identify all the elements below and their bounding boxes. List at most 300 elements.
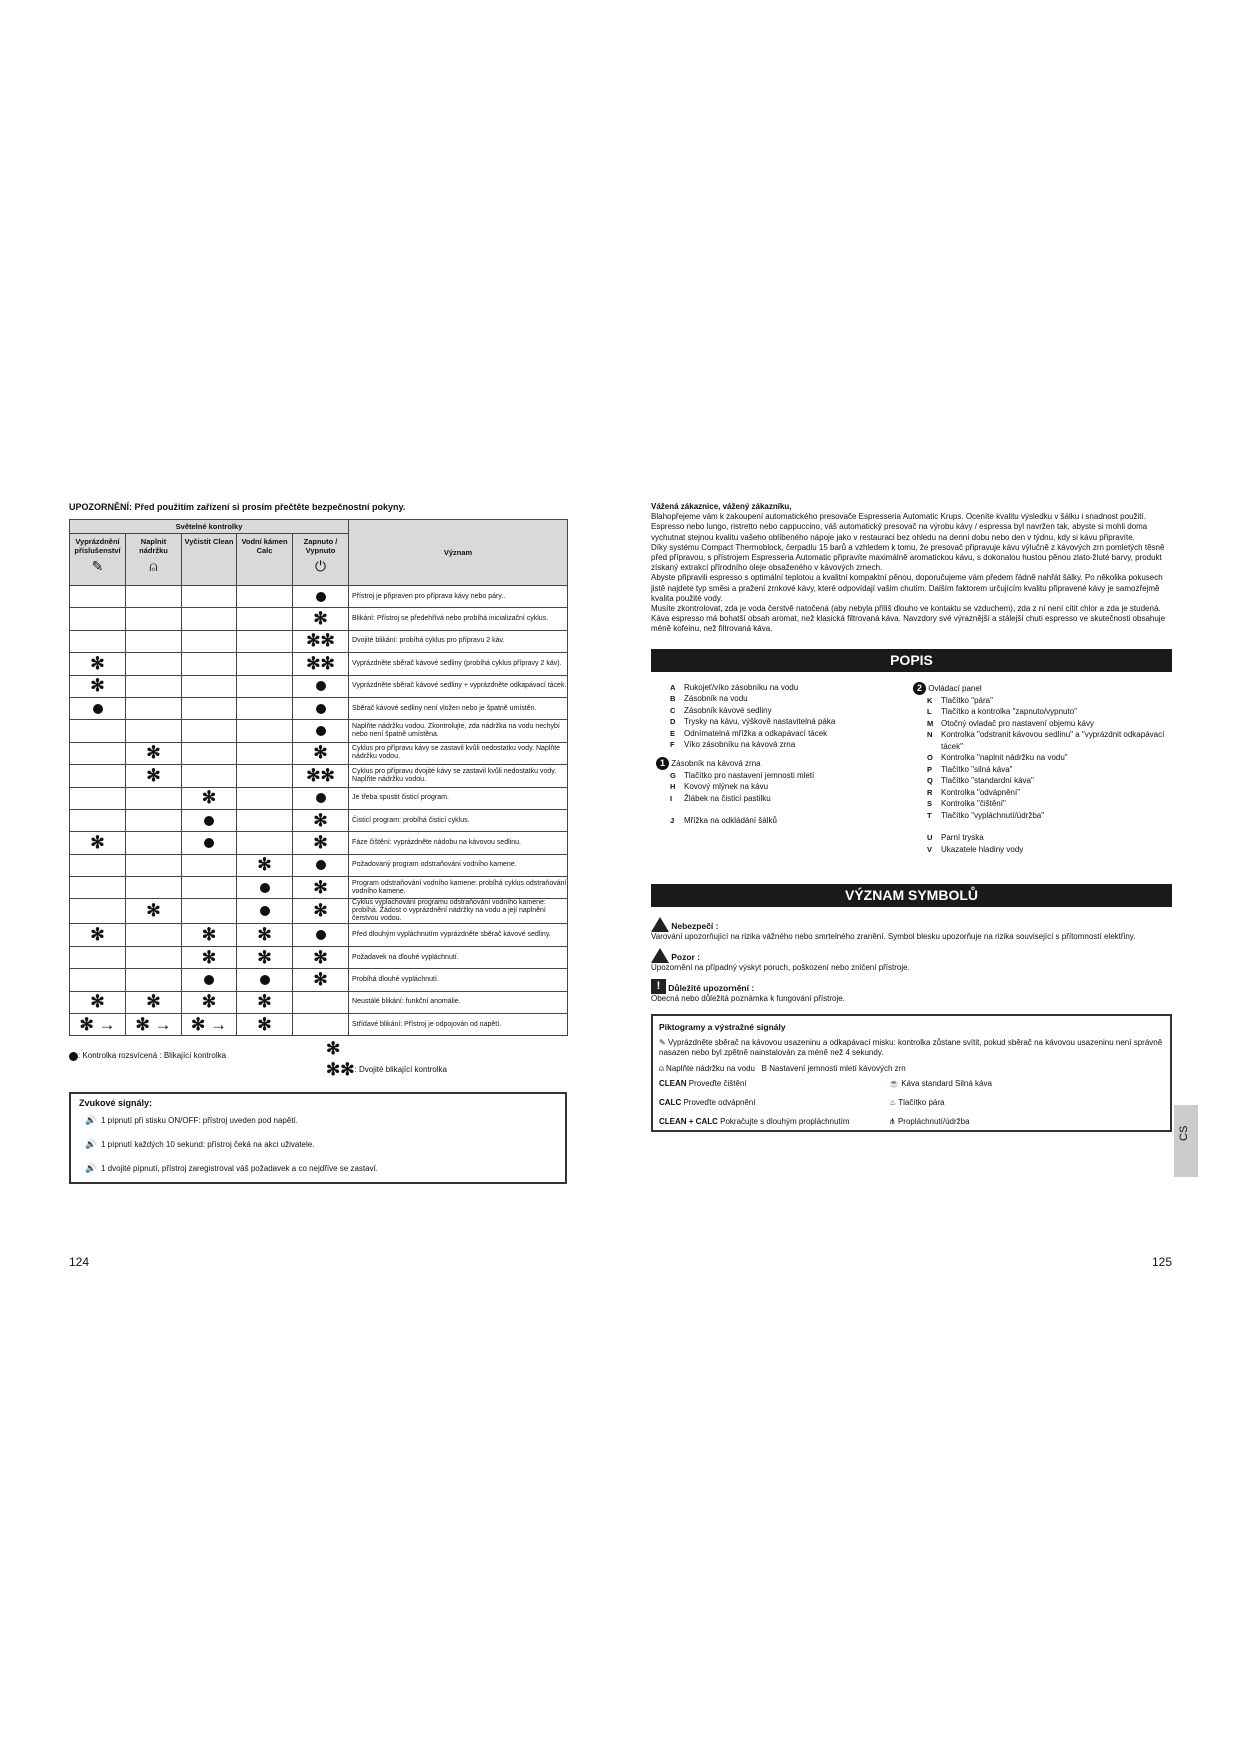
indicator-cell bbox=[126, 854, 182, 876]
picto-cc-text: Pokračujte s dlouhým propláchnutím bbox=[720, 1116, 850, 1126]
indicator-cell bbox=[126, 586, 182, 608]
indicator-cell bbox=[237, 899, 293, 924]
indicator-cell bbox=[182, 720, 237, 742]
indicator-cell bbox=[126, 832, 182, 854]
item-label: Víko zásobníku na kávová zrna bbox=[684, 740, 796, 750]
indicator-cell bbox=[237, 742, 293, 764]
meaning-cell: Vyprázdněte sběrač kávové sedliny + vyprázdněte odkapávací tácek. bbox=[349, 675, 568, 697]
symbols-heading: VÝZNAM SYMBOLŮ bbox=[651, 884, 1172, 907]
item-label: Tlačítko "standardní káva" bbox=[941, 776, 1034, 786]
picto-rinse: Propláchnutí/údržba bbox=[897, 1116, 970, 1126]
double-blink-icon: ✻✻ bbox=[306, 765, 335, 785]
indicator-cell bbox=[293, 675, 349, 697]
header-col-4 bbox=[293, 534, 349, 586]
item-key: U bbox=[927, 833, 933, 843]
indicator-cell bbox=[182, 586, 237, 608]
water-tank-icon: ⍝ bbox=[149, 558, 158, 574]
blink-star-icon: ✻ bbox=[257, 992, 272, 1012]
indicator-cell bbox=[182, 653, 237, 675]
indicator-cell bbox=[293, 586, 349, 608]
indicator-cell bbox=[293, 809, 349, 831]
indicator-cell bbox=[70, 608, 126, 630]
list-item bbox=[927, 775, 1172, 787]
intro-p: Káva espresso má bohatší obsah aromat, než klasická filtrovaná káva. Navzdory své výraznější a stálejší chuti espresso ve skutečnosti obsahuje méně kofeinu, než filtrovaná káva. bbox=[651, 614, 1166, 634]
picto-steam: Tlačítko pára bbox=[898, 1097, 945, 1107]
list-item bbox=[927, 695, 1172, 707]
danger-triangle-icon bbox=[651, 917, 669, 932]
table-row bbox=[70, 991, 568, 1013]
indicator-cell bbox=[182, 1014, 237, 1036]
picto-fill: Naplňte nádržku na vodu bbox=[666, 1063, 755, 1073]
list-item bbox=[927, 706, 1172, 718]
list-item bbox=[670, 705, 930, 717]
indicator-cell bbox=[70, 899, 126, 924]
blink-star-icon: ✻ bbox=[313, 810, 328, 830]
indicator-cell bbox=[126, 720, 182, 742]
indicator-cell bbox=[182, 787, 237, 809]
item-label: Odnímatelná mřížka a odkapávací tácek bbox=[684, 728, 828, 738]
list-item bbox=[670, 815, 930, 827]
item-label: Kontrolka "naplnit nádržku na vodu" bbox=[941, 753, 1068, 763]
indicator-cell bbox=[237, 991, 293, 1013]
indicator-cell bbox=[293, 720, 349, 742]
indicator-cell bbox=[70, 924, 126, 946]
lit-dot-icon bbox=[316, 860, 326, 870]
item-key: F bbox=[670, 740, 675, 750]
meaning-cell: Vyprázdněte sběrač kávové sedliny (probíhá cyklus přípravy 2 káv). bbox=[349, 653, 568, 675]
indicator-cell bbox=[237, 765, 293, 787]
indicator-cell bbox=[237, 832, 293, 854]
blink-star-icon: ✻ bbox=[257, 1014, 272, 1034]
meaning-cell: Cyklus pro přípravu dvojité kávy se zastavil kvůli nedostatku vody. Naplňte nádržku vodou. bbox=[349, 765, 568, 787]
indicator-cell bbox=[182, 608, 237, 630]
indicator-cell bbox=[293, 991, 349, 1013]
table-row bbox=[70, 742, 568, 764]
greeting: Vážená zákaznice, vážený zákazníku, bbox=[651, 502, 792, 511]
item-key: Q bbox=[927, 776, 933, 786]
indicator-cell bbox=[293, 899, 349, 924]
list-item bbox=[670, 728, 930, 740]
picto-text: Vyprázdněte sběrač na kávovou usazeninu a odkapávací misku: kontrolka zůstane svítit, pokud sběrač na kávovou usazeninu není správně nasazen nebo byl zpětně nainstalován za méně než 4 sekundy. bbox=[659, 1037, 1163, 1057]
list-item bbox=[927, 729, 1172, 752]
meaning-cell: Před dlouhým vypláchnutím vyprázdněte sběrač kávové sedliny. bbox=[349, 924, 568, 946]
item-key: R bbox=[927, 787, 933, 797]
indicator-cell bbox=[182, 765, 237, 787]
lit-dot-icon bbox=[316, 704, 326, 714]
table-row bbox=[70, 586, 568, 608]
picto-title: Piktogramy a výstražné signály bbox=[659, 1021, 786, 1032]
legend-double: : Dvojité blikající kontrolka bbox=[354, 1065, 447, 1075]
indicator-cell bbox=[237, 946, 293, 968]
indicator-cell bbox=[126, 969, 182, 991]
sound-line: 1 pípnutí každých 10 sekund: přístroj čeká na akci uživatele. bbox=[101, 1140, 315, 1150]
blink-star-icon: ✻ bbox=[201, 788, 217, 808]
list-item bbox=[927, 832, 1172, 844]
sound-title: Zvukové signály: bbox=[79, 1098, 153, 1109]
lit-dot-icon bbox=[316, 681, 326, 691]
list-item bbox=[927, 810, 1172, 822]
exclamation-icon: ! bbox=[651, 979, 666, 994]
blink-star-icon: ✻ bbox=[313, 832, 328, 852]
item-label: Parní tryska bbox=[941, 833, 984, 843]
indicator-cell bbox=[237, 653, 293, 675]
legend bbox=[69, 1036, 567, 1092]
cup-icon: ☕ bbox=[889, 1078, 899, 1088]
list-item bbox=[670, 793, 930, 805]
intro-p: Espresso nebo lungo, ristretto nebo cappuccino, váš automatický presovač na výrobu kávy / espressa byl navržen tak, abyste si mohli doma vychutnat stejnou kvalitu vašeho oblíbeného nápoje jako v restauraci bez ohledu na denní dobu nebo den v týdnu, kdy si kávu připravíte. bbox=[651, 522, 1148, 542]
blink-star-icon: ✻ bbox=[257, 947, 272, 967]
table-row bbox=[70, 787, 568, 809]
item-key: G bbox=[670, 770, 676, 780]
water-tank-icon: ⍝ bbox=[659, 1063, 664, 1073]
indicator-cell bbox=[70, 969, 126, 991]
indicator-cell bbox=[70, 675, 126, 697]
indicator-cell bbox=[237, 697, 293, 719]
header-label: Zapnuto / Vypnuto bbox=[303, 537, 338, 555]
parts-list bbox=[651, 682, 1172, 870]
item-key: D bbox=[670, 717, 676, 727]
important-note bbox=[651, 979, 1172, 1004]
steam-icon: ♨ bbox=[889, 1097, 897, 1107]
item-label: Otočný ovladač pro nastavení objemu kávy bbox=[941, 718, 1094, 728]
table-row bbox=[70, 899, 568, 924]
item-label: Kontrolka "odstranit kávovou sedlinu" a "vyprázdnit odkapávací tácek" bbox=[941, 730, 1165, 751]
blink-star-icon: ✻ bbox=[313, 901, 328, 921]
table-row bbox=[70, 854, 568, 876]
lit-dot-icon bbox=[93, 704, 103, 714]
item-label: Zásobník na vodu bbox=[684, 694, 748, 704]
item-key: P bbox=[927, 764, 933, 774]
right-page bbox=[651, 502, 1172, 1132]
lit-dot-icon bbox=[260, 906, 270, 916]
indicator-cell bbox=[182, 946, 237, 968]
intro-p: Musíte zkontrolovat, zda je voda čerstvě natočená (aby nebyla příliš dlouho ve kontaktu se vzduchem), zda z ní není cítit chlor a zda je studená. bbox=[651, 604, 1161, 614]
indicator-cell bbox=[70, 742, 126, 764]
indicator-cell bbox=[70, 854, 126, 876]
list-item bbox=[670, 739, 930, 751]
caution-note bbox=[651, 948, 1172, 973]
item-label: Rukojeť/víko zásobníku na vodu bbox=[684, 682, 799, 692]
indicator-cell bbox=[182, 675, 237, 697]
indicator-cell bbox=[182, 991, 237, 1013]
blink-star-icon: ✻ bbox=[90, 832, 105, 852]
power-icon: ⏻ bbox=[314, 558, 327, 574]
indicator-cell bbox=[293, 697, 349, 719]
list-item bbox=[927, 752, 1172, 764]
blink-star-icon: ✻ bbox=[201, 992, 217, 1012]
blink-star-icon: ✻ bbox=[90, 925, 105, 945]
double-blink-icon: ✻✻ bbox=[306, 631, 335, 651]
table-row bbox=[70, 809, 568, 831]
list-item bbox=[670, 781, 930, 793]
table-row bbox=[70, 720, 568, 742]
header-col-3 bbox=[237, 534, 293, 586]
blink-star-icon: ✻ → bbox=[191, 1014, 227, 1034]
indicator-table bbox=[69, 519, 568, 1036]
indicator-cell bbox=[293, 742, 349, 764]
item-label: Mřížka na odkládání šálků bbox=[684, 816, 777, 826]
rinse-icon: ⋔ bbox=[889, 1116, 896, 1126]
header-label: Naplnit nádržku bbox=[139, 537, 168, 555]
indicator-cell bbox=[126, 991, 182, 1013]
blink-star-icon: ✻ bbox=[90, 653, 105, 673]
indicator-cell bbox=[293, 608, 349, 630]
indicator-cell bbox=[182, 809, 237, 831]
lit-dot-icon bbox=[69, 1052, 78, 1061]
picto-calc-key: CALC bbox=[659, 1097, 682, 1107]
indicator-cell bbox=[182, 854, 237, 876]
item-key: H bbox=[670, 782, 676, 792]
list-item bbox=[670, 716, 930, 728]
indicator-cell bbox=[182, 899, 237, 924]
item-label: Tlačítko "silná káva" bbox=[941, 764, 1013, 774]
legend-lit: : Kontrolka rozsvícená bbox=[78, 1051, 158, 1061]
meaning-cell: Probíhá dlouhé vypláchnutí. bbox=[349, 969, 568, 991]
left-page bbox=[69, 502, 567, 1184]
intro-p: Blahopřejeme vám k zakoupení automatického presovače Espresseria Automatic Krups. Oceníte kvalitu výsledku v šálku i snadnost použití. bbox=[651, 512, 1146, 522]
list-item bbox=[670, 682, 930, 694]
blink-star-icon: ✻ bbox=[326, 1039, 341, 1059]
meaning-cell: Naplňte nádržku vodou. Zkontrolujte, zda nádržka na vodu nechybí nebo není špatně umístěna. bbox=[349, 720, 568, 742]
item-label: Žlábek na čisticí pastilku bbox=[684, 793, 771, 803]
lit-dot-icon bbox=[204, 838, 214, 848]
grounds-icon: ✎ bbox=[659, 1037, 666, 1047]
indicator-cell bbox=[182, 877, 237, 899]
indicator-cell bbox=[126, 946, 182, 968]
indicator-cell bbox=[237, 608, 293, 630]
indicator-cell bbox=[182, 742, 237, 764]
indicator-cell bbox=[182, 630, 237, 652]
picto-grind: B Nastavení jemnosti mletí kávových zrn bbox=[761, 1063, 906, 1073]
caution-triangle-icon bbox=[651, 948, 669, 963]
table-row bbox=[70, 630, 568, 652]
header-col-0 bbox=[70, 534, 126, 586]
indicator-cell bbox=[237, 586, 293, 608]
indicator-cell bbox=[70, 765, 126, 787]
blink-star-icon: ✻ bbox=[313, 947, 328, 967]
item-label: Tlačítko "vypláchnutí/údržba" bbox=[941, 810, 1045, 820]
meaning-cell: Sběrač kávové sedliny není vložen nebo je špatně umístěn. bbox=[349, 697, 568, 719]
blink-star-icon: ✻ bbox=[313, 609, 328, 629]
group-badge: 2 bbox=[913, 682, 926, 695]
indicator-cell bbox=[293, 653, 349, 675]
item-key: J bbox=[670, 816, 675, 826]
indicator-cell bbox=[126, 809, 182, 831]
picto-cc-key: CLEAN + CALC bbox=[659, 1116, 718, 1126]
indicator-cell bbox=[126, 924, 182, 946]
indicator-cell bbox=[70, 1014, 126, 1036]
indicator-cell bbox=[126, 899, 182, 924]
language-tab-label: CS bbox=[1178, 1125, 1190, 1141]
item-key: T bbox=[927, 810, 932, 820]
blink-star-icon: ✻ bbox=[90, 676, 105, 696]
table-title: Světelné kontrolky bbox=[70, 520, 349, 534]
indicator-cell bbox=[182, 697, 237, 719]
lit-dot-icon bbox=[260, 975, 270, 985]
important-heading: Důležité upozornění : bbox=[668, 982, 755, 993]
group-title: Zásobník na kávová zrna bbox=[671, 758, 761, 768]
picto-calc-text: Proveďte odvápnění bbox=[683, 1097, 756, 1107]
indicator-cell bbox=[126, 1014, 182, 1036]
lit-dot-icon bbox=[316, 592, 326, 602]
item-key: N bbox=[927, 730, 933, 740]
item-label: Trysky na kávu, výškově nastavitelná páka bbox=[684, 717, 836, 727]
indicator-cell bbox=[126, 630, 182, 652]
item-key: K bbox=[927, 695, 933, 705]
indicator-cell bbox=[126, 608, 182, 630]
meaning-cell: Blikání: Přístroj se předehřívá nebo probíhá inicializační cyklus. bbox=[349, 608, 568, 630]
indicator-cell bbox=[293, 765, 349, 787]
pictograms-box bbox=[651, 1014, 1172, 1132]
list-item bbox=[927, 798, 1172, 810]
table-row bbox=[70, 946, 568, 968]
important-text: Obecná nebo důležitá poznámka k fungování přístroje. bbox=[651, 993, 845, 1003]
indicator-cell bbox=[126, 697, 182, 719]
indicator-cell bbox=[293, 854, 349, 876]
speaker-icon: 🔊 bbox=[85, 1139, 97, 1150]
grounds-icon: ✎ bbox=[91, 558, 104, 574]
item-label: Tlačítko "pára" bbox=[941, 695, 993, 705]
indicator-cell bbox=[126, 877, 182, 899]
lit-dot-icon bbox=[316, 726, 326, 736]
item-key: L bbox=[927, 707, 932, 717]
table-row bbox=[70, 765, 568, 787]
page-number-left: 124 bbox=[69, 1255, 90, 1269]
sound-line: 1 dvojité pípnutí, přístroj zaregistroval váš požadavek a co nejdříve se zastaví. bbox=[101, 1164, 379, 1174]
indicator-cell bbox=[293, 630, 349, 652]
picto-clean-key: CLEAN bbox=[659, 1078, 687, 1088]
item-label: Zásobník kávové sedliny bbox=[684, 705, 772, 715]
item-label: Kovový mlýnek na kávu bbox=[684, 782, 769, 792]
picto-coffee: Káva standard Silná káva bbox=[901, 1078, 992, 1088]
header-label: Vodní kámen Calc bbox=[241, 537, 288, 555]
popis-heading: POPIS bbox=[651, 649, 1172, 672]
table-row bbox=[70, 1014, 568, 1036]
table-row bbox=[70, 653, 568, 675]
indicator-cell bbox=[70, 787, 126, 809]
indicator-cell bbox=[237, 809, 293, 831]
intro-p: Díky systému Compact Thermoblock, čerpadlu 15 barů a vzhledem k tomu, že presovač připravuje kávu výlučně z kávových zrn pomletých těsně před přípravou, s přístrojem Espresseria Automatic připravíte maximálně aromatickou kávu, s dokonalou hustou pěnou zlato-žluté barvy, produkt získaný extrakcí přírodního oleje obsaženého v kávových zrnech. bbox=[651, 542, 1165, 573]
danger-heading: Nebezpečí : bbox=[671, 920, 719, 931]
table-row bbox=[70, 675, 568, 697]
language-tab bbox=[1174, 1105, 1198, 1177]
indicator-cell bbox=[293, 877, 349, 899]
lit-dot-icon bbox=[204, 816, 214, 826]
group-badge: 1 bbox=[656, 757, 669, 770]
meaning-cell: Cyklus vyplachování programu odstraňování vodního kamene: probíhá. Žádost o vyprázdnění nádržky na vodu a její naplnění čerstvou vodou. bbox=[349, 899, 568, 924]
page-number-right: 125 bbox=[1152, 1255, 1173, 1269]
list-item bbox=[927, 844, 1172, 856]
indicator-cell bbox=[237, 630, 293, 652]
danger-text: Varování upozorňující na rizika vážného nebo smrtelného zranění. Symbol blesku upozorňuje na rizika související s přítomností elektřiny. bbox=[651, 931, 1136, 941]
indicator-cell bbox=[70, 653, 126, 675]
item-key: C bbox=[670, 705, 676, 715]
list-item bbox=[927, 764, 1172, 776]
meaning-cell: Čisticí program: probíhá čisticí cyklus. bbox=[349, 809, 568, 831]
picto-clean-text: Proveďte čištění bbox=[688, 1078, 747, 1088]
list-item bbox=[670, 770, 930, 782]
header-meaning: Význam bbox=[349, 520, 568, 586]
indicator-cell bbox=[293, 787, 349, 809]
item-key: A bbox=[670, 682, 676, 692]
indicator-cell bbox=[182, 832, 237, 854]
meaning-cell: Je třeba spustit čisticí program. bbox=[349, 787, 568, 809]
indicator-cell bbox=[237, 969, 293, 991]
intro-text bbox=[651, 502, 1172, 635]
meaning-cell: Program odstraňování vodního kamene: probíhá cyklus odstraňování vodního kamene. bbox=[349, 877, 568, 899]
indicator-cell bbox=[70, 946, 126, 968]
header-label: Vyprázdnění příslušenství bbox=[74, 537, 121, 555]
item-key: M bbox=[927, 718, 934, 728]
blink-star-icon: ✻ bbox=[201, 947, 217, 967]
table-row bbox=[70, 832, 568, 854]
indicator-cell bbox=[70, 877, 126, 899]
blink-star-icon: ✻ bbox=[313, 969, 328, 989]
blink-star-icon: ✻ bbox=[146, 765, 161, 785]
meaning-cell: Neustálé blikání: funkční anomálie. bbox=[349, 991, 568, 1013]
blink-star-icon: ✻ bbox=[257, 925, 272, 945]
header-label: Vyčistit Clean bbox=[184, 537, 234, 546]
item-key: V bbox=[927, 844, 933, 854]
blink-star-icon: ✻ bbox=[146, 901, 161, 921]
table-row bbox=[70, 697, 568, 719]
item-key: O bbox=[927, 753, 933, 763]
caution-heading: Pozor : bbox=[671, 951, 701, 962]
blink-star-icon: ✻ bbox=[257, 855, 272, 875]
indicator-cell bbox=[126, 787, 182, 809]
list-item bbox=[927, 787, 1172, 799]
lit-dot-icon bbox=[204, 975, 214, 985]
danger-note bbox=[651, 917, 1172, 942]
indicator-cell bbox=[237, 924, 293, 946]
indicator-cell bbox=[70, 832, 126, 854]
item-key: B bbox=[670, 694, 676, 704]
indicator-cell bbox=[293, 1014, 349, 1036]
table-row bbox=[70, 877, 568, 899]
item-label: Ukazatele hladiny vody bbox=[941, 844, 1024, 854]
indicator-cell bbox=[182, 924, 237, 946]
table-row bbox=[70, 608, 568, 630]
indicator-cell bbox=[70, 697, 126, 719]
indicator-cell bbox=[70, 586, 126, 608]
blink-star-icon: ✻ bbox=[313, 877, 328, 897]
double-blink-icon: ✻✻ bbox=[326, 1060, 355, 1080]
indicator-cell bbox=[293, 946, 349, 968]
caution-text: Upozornění na případný výskyt poruch, poškození nebo zničení přístroje. bbox=[651, 962, 910, 972]
item-key: E bbox=[670, 728, 676, 738]
blink-star-icon: ✻ → bbox=[79, 1014, 116, 1034]
indicator-cell bbox=[237, 1014, 293, 1036]
item-key: I bbox=[670, 793, 673, 803]
meaning-cell: Přístroj je připraven pro příprava kávy nebo páry.. bbox=[349, 586, 568, 608]
indicator-cell bbox=[293, 832, 349, 854]
list-item bbox=[670, 693, 930, 705]
indicator-cell bbox=[126, 742, 182, 764]
legend-blink: : Blikající kontrolka bbox=[159, 1051, 227, 1061]
indicator-cell bbox=[70, 809, 126, 831]
speaker-icon: 🔊 bbox=[85, 1163, 97, 1174]
indicator-cell bbox=[126, 765, 182, 787]
sound-line: 1 pípnutí při stisku ON/OFF: přístroj uveden pod napětí. bbox=[101, 1116, 298, 1126]
lit-dot-icon bbox=[260, 883, 270, 893]
blink-star-icon: ✻ → bbox=[135, 1014, 172, 1034]
indicator-cell bbox=[70, 720, 126, 742]
sound-signals-box bbox=[69, 1092, 567, 1184]
meaning-cell: Střídavé blikání: Přístroj je odpojován od napětí. bbox=[349, 1014, 568, 1036]
lit-dot-icon bbox=[316, 930, 326, 940]
item-label: Tlačítko pro nastavení jemnosti mletí bbox=[684, 770, 815, 780]
blink-star-icon: ✻ bbox=[313, 743, 328, 763]
